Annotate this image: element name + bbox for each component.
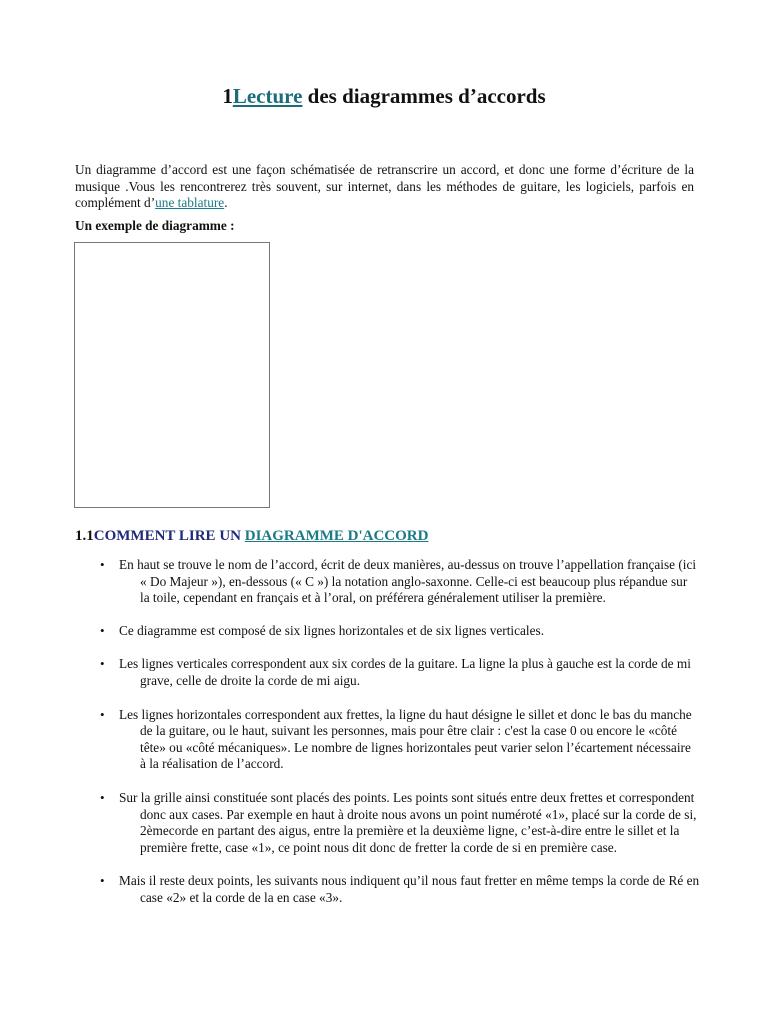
section-link-diagramme[interactable]: DIAGRAMME D'ACCORD xyxy=(244,528,429,544)
list-item xyxy=(0,656,768,689)
intro-end: . xyxy=(224,195,228,210)
bullet-icon: • xyxy=(100,789,105,805)
bullet-icon: • xyxy=(100,873,105,889)
section-number: 1.1 xyxy=(75,528,94,544)
bullet-icon: • xyxy=(100,656,105,672)
list-item-text: En haut se trouve le nom de l’accord, écrit de deux manières, au-dessus on trouve l’appellation française (ici « Do Majeur »), en-dessous (« C ») la notation anglo-saxonne. Celle-ci est beaucoup plus répandue sur la toile, cependant en français et à l’oral, on préférera généralement utiliser la première. xyxy=(119,557,697,606)
list-item-text: Les lignes horizontales correspondent aux frettes, la ligne du haut désigne le sillet et donc le bas du manche de la guitare, ou le haut, suivant les personnes, mais pour être clair : c'est la case 0 ou encore le «côté tête» ou «côté mécaniques». Le nombre de lignes horizontales peut varier selon l’écartement nécessaire à la réalisation de l’accord. xyxy=(119,706,692,772)
list-item-text: Sur la grille ainsi constituée sont placés des points. Les points sont situés entre deux frettes et correspondent donc aux cases. Par exemple en haut à droite nous avons un point numéroté «1», placé sur la corde de si, 2èmecorde en partant des aigus, entre la première et la deuxième ligne, c’est-à-dire entre le sillet et la première frette, case «1», ce point nous dit donc de fretter la corde de si en première case. xyxy=(119,789,697,855)
tablature-link[interactable]: une tablature xyxy=(155,195,225,210)
intro-text: Un diagramme d’accord est une façon schématisée de retranscrire un accord, et donc une forme d’écriture de la musique .Vous les rencontrerez très souvent, sur internet, dans les méthodes de guitare, les logiciels, parfois en complément d’ xyxy=(75,162,694,210)
title-rest: des diagrammes d’accords xyxy=(302,84,546,108)
bullet-list xyxy=(0,557,768,907)
list-item-text: Mais il reste deux points, les suivants nous indiquent qu’il nous faut fretter en même temps la corde de Ré en case «2» et la corde de la en case «3». xyxy=(119,873,700,905)
section-caps: COMMENT LIRE UN xyxy=(93,528,245,544)
intro-paragraph xyxy=(75,162,694,212)
list-item-text: Les lignes verticales correspondent aux six cordes de la guitare. La ligne la plus à gauche est la corde de mi grave, celle de droite la corde de mi aigu. xyxy=(119,656,691,688)
page-title xyxy=(0,84,768,109)
list-item-text: Ce diagramme est composé de six lignes horizontales et de six lignes verticales. xyxy=(119,622,545,638)
bullet-icon: • xyxy=(100,557,105,572)
list-item xyxy=(0,707,768,773)
list-item xyxy=(0,623,768,640)
list-item xyxy=(0,790,768,856)
bullet-icon: • xyxy=(100,706,105,722)
chord-diagram-image xyxy=(74,242,270,508)
list-item xyxy=(0,873,768,906)
title-link-lecture[interactable]: Lecture xyxy=(232,84,303,108)
section-heading xyxy=(75,528,428,545)
list-item xyxy=(0,557,768,607)
title-number: 1 xyxy=(222,84,233,108)
bullet-icon: • xyxy=(100,622,105,638)
example-label: Un exemple de diagramme : xyxy=(75,218,235,233)
